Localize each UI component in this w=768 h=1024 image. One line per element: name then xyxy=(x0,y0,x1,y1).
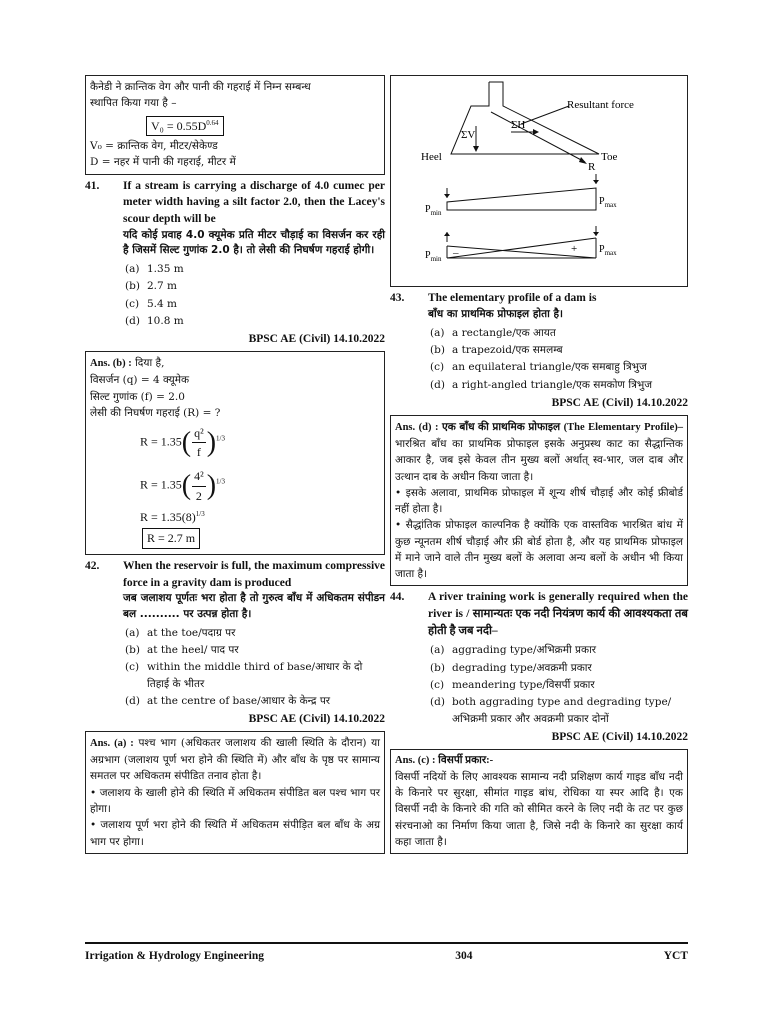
kennedy-note-box xyxy=(85,75,385,175)
resultant-label: Resultant force xyxy=(567,99,634,111)
option-44-d[interactable]: (d) both aggrading type and degrading type/अभिक्रमी प्रकार और अवक्रमी प्रकार दोनों xyxy=(430,696,672,725)
question-number: 41. xyxy=(85,179,100,192)
kennedy-formula: $V_0 = 0.55D^{0.64}$ xyxy=(146,116,224,137)
formula-1: R = 1.35( $\frac{\text{q²}}{f}$ )$^{1/3}$ xyxy=(140,425,225,460)
formula-2: R = 1.35( $\frac{\text{4²}}{2}$ )$^{1/3}$ xyxy=(140,469,225,503)
option-42-a[interactable]: (a) at the toe/पदाग्र पर xyxy=(125,626,236,639)
answer-label: Ans. (d) : एक बाँध की प्राथमिक प्रोफाइल (The Elementary Profile)– xyxy=(395,421,683,433)
source-43: BPSC AE (Civil) 14.10.2022 xyxy=(551,396,688,409)
toe-label: Toe xyxy=(601,151,618,163)
question-number: 44. xyxy=(390,591,405,604)
question-text-hi: जब जलाशय पूर्णतः भरा होता है तो गुरुत्व बाँध में अधिकतम संपीडन बल .......... पर उत्पन्न होता है। xyxy=(123,592,385,620)
option-43-d[interactable]: (d) a right-angled triangle/एक समकोण त्रिभुज xyxy=(430,378,653,391)
options-42 xyxy=(125,625,385,709)
pmin-label-2: $P_{min}$ xyxy=(425,250,442,263)
source-41: BPSC AE (Civil) 14.10.2022 xyxy=(248,333,385,346)
question-text-hi: यदि कोई प्रवाह 4.0 क्यूमेक प्रति मीटर चौड़ाई का विसर्जन कर रही है जिसमें सिल्ट गुणांक 2.0 है। तो लेसी की निघर्षण गहराई होगी। xyxy=(123,228,385,256)
option-42-c[interactable]: (c) within the middle third of base/आधार के दो तिहाई के भीतर xyxy=(125,661,363,690)
answer-bullet: • इसके अलावा, प्राथमिक प्रोफाइल में शून्य शीर्ष चौड़ाई और कोई फ्रीबोर्ड नहीं होता है। xyxy=(395,486,683,516)
pressure-trapezoid xyxy=(447,188,596,210)
question-text-en: If a stream is carrying a discharge of 4.0 cumec per meter width having a silt factor 2.0, then the Lacey's scour depth will be xyxy=(123,179,385,225)
answer-42-box: Ans. (a) : पश्च भाग (अधिकतर जलाशय की खाली स्थिति के दौरान) या अग्रभाग (जलाशय पूर्ण भरा होने की स्थिति में) और बाँध के पृष्ठ पर सामान्य समतल पर अधिकतम संपीडित तनाव होता है। • जलाशय के खाली होने की स्थिति में अधिकतम संपीडित बल पश्च भाग पर होगा। • जलाशय पूर्ण भरा होने की स्थिति में अधिकतम संपीड़ित बल बाँध के अग्र भाग पर होगा। xyxy=(85,731,385,854)
dam-diagram-box xyxy=(390,75,688,287)
question-42 xyxy=(85,558,385,622)
answer-label: Ans. (a) : xyxy=(90,737,134,749)
kennedy-line2: स्थापित किया गया है – xyxy=(90,97,177,110)
answer-result: R = 2.7 m xyxy=(142,528,200,549)
question-number: 43. xyxy=(390,292,405,304)
option-43-b[interactable]: (b) a trapezoid/एक समलम्ब xyxy=(430,344,563,357)
option-44-c[interactable]: (c) meandering type/विसर्पी प्रकार xyxy=(430,678,595,691)
option-42-b[interactable]: (b) at the heel/ पाद पर xyxy=(125,644,239,657)
footer-publisher: YCT xyxy=(663,950,688,962)
answer-label: Ans. (c) : विसर्पी प्रकार:- xyxy=(395,754,494,766)
option-41-c[interactable]: (c) 5.4 m xyxy=(125,297,177,310)
left-column xyxy=(85,75,385,857)
options-43 xyxy=(430,325,688,393)
dam-diagram xyxy=(391,76,687,286)
source-42: BPSC AE (Civil) 14.10.2022 xyxy=(248,713,385,726)
option-42-d[interactable]: (d) at the centre of base/आधार के केन्द्र पर xyxy=(125,694,331,707)
option-44-a[interactable]: (a) aggrading type/अभिक्रमी प्रकार xyxy=(430,644,597,657)
pmax-label: $P_{max}$ xyxy=(599,196,617,209)
kennedy-def1: V₀ = क्रान्तिक वेग, मीटर/सेकेण्ड xyxy=(90,140,218,153)
page-number: 304 xyxy=(455,950,473,962)
question-text-en: The elementary profile of a dam is xyxy=(428,292,597,304)
option-43-c[interactable]: (c) an equilateral triangle/एक समबाहु त्रिभुज xyxy=(430,361,647,374)
pmax-label-2: $P_{max}$ xyxy=(599,244,617,257)
option-44-b[interactable]: (b) degrading type/अवक्रमी प्रकार xyxy=(430,661,592,674)
answer-bullet: • जलाशय पूर्ण भरा होने की स्थिति में अधिकतम संपीड़ित बल बाँध के अग्र भाग पर होगा। xyxy=(90,819,380,848)
footer-subject: Irrigation & Hydrology Engineering xyxy=(85,950,264,962)
kennedy-line1: कैनेडी ने क्रान्तिक वेग और पानी की गहराई में निम्न सम्बन्ध xyxy=(90,81,311,93)
answer-label: Ans. (b) : xyxy=(90,357,132,369)
minus-sign: – xyxy=(453,247,459,259)
question-44 xyxy=(390,589,688,639)
r-label: R xyxy=(588,161,596,173)
answer-bullet: • सैद्धांतिक प्रोफाइल काल्पनिक है क्योंकि एक वास्तविक भारश्रित बांध में कुछ न्यूनतम शीर्ष चौड़ाई और फ्री बोर्ड होता है, और यह प्राथमिक प्रोफाइल में माने जाने वाले तीन मुख्य बलों के अलावा अन्य बलों के अधीन भी किया जाता है। xyxy=(395,519,683,581)
sum-v-label: ΣV xyxy=(461,129,476,141)
option-43-a[interactable]: (a) a rectangle/एक आयत xyxy=(430,326,556,339)
question-text-hi: बाँध का प्राथमिक प्रोफाइल होता है। xyxy=(428,307,564,320)
option-41-b[interactable]: (b) 2.7 m xyxy=(125,280,177,293)
answer-44-box: Ans. (c) : विसर्पी प्रकार:- विसर्पी नदियों के लिए आवश्यक सामान्य नदी प्रशिक्षण कार्य गाइड बाँध नदी के किनारे पर सुरक्षा, सीमांत गाइड बांध, रोधिका या स्पर आदि है। एक विसर्पी नदी के किनारे की गति को सीमित करने के लिए नदी के तट पर कुछ संरचनाओ का निर्माण किया जाता है, जिसे नदी के किनारे का सुरक्षा कार्य कहा जाता है। xyxy=(390,749,688,855)
question-text-en: When the reservoir is full, the maximum compressive force in a gravity dam is produced xyxy=(123,560,385,589)
question-text: A river training work is generally required when the river is / सामान्यतः एक नदी नियंत्रण कार्य की आवश्यकता तब होती है जब नदी– xyxy=(428,591,688,637)
right-column xyxy=(390,75,688,857)
question-41 xyxy=(85,178,385,258)
options-44 xyxy=(430,642,688,726)
options-41 xyxy=(125,261,385,329)
question-43 xyxy=(390,290,688,322)
answer-41-box: Ans. (b) : दिया है, विसर्जन (q) = 4 क्यूमेक सिल्ट गुणांक (f) = 2.0 लेसी की निघर्षण गहराई (R) = ? R = 1.35( $\frac{\text{q²}}{f}$ )$^{1/3}$ R = 1.35( $\frac{\text{4²}}{2}$ )$^{1/3}$ $R = 1.35(8)^{1/3}$ R = 2.7 m xyxy=(85,351,385,555)
sum-h-label: ΣH xyxy=(511,119,526,131)
heel-label: Heel xyxy=(421,151,442,163)
dam-profile xyxy=(451,82,599,154)
answer-43-box: Ans. (d) : एक बाँध की प्राथमिक प्रोफाइल (The Elementary Profile)– भारश्रित बाँध का प्राथमिक प्रोफाइल इसके अनुप्रस्थ काट का सैद्धान्तिक आकार है, जब इसे केवल तीन मुख्य बलों अर्थात् स्व-भार, जल दाब और उत्थान दाब के अधीन किया जाता है। • इसके अलावा, प्राथमिक प्रोफाइल में शून्य शीर्ष चौड़ाई और कोई फ्रीबोर्ड नहीं होता है। • सैद्धांतिक प्रोफाइल काल्पनिक है क्योंकि एक वास्तविक भारश्रित बांध में कुछ न्यूनतम शीर्ष चौड़ाई और फ्री बोर्ड होता है, और यह प्राथमिक प्रोफाइल में माने जाने वाले तीन मुख्य बलों के अलावा अन्य बलों के अधीन भी किया जाता है। xyxy=(390,415,688,587)
plus-sign: + xyxy=(571,243,578,255)
option-41-a[interactable]: (a) 1.35 m xyxy=(125,263,184,276)
question-number: 42. xyxy=(85,560,100,573)
kennedy-def2: D = नहर में पानी की गहराई, मीटर में xyxy=(90,156,236,169)
formula-3: $R = 1.35(8)^{1/3}$ xyxy=(140,509,205,524)
pmin-label: $P_{min}$ xyxy=(425,204,442,217)
option-41-d[interactable]: (d) 10.8 m xyxy=(125,314,184,327)
answer-bullet: • जलाशय के खाली होने की स्थिति में अधिकतम संपीडित बल पश्च भाग पर होगा। xyxy=(90,786,380,815)
page-footer xyxy=(85,942,688,966)
source-44: BPSC AE (Civil) 14.10.2022 xyxy=(551,730,688,743)
